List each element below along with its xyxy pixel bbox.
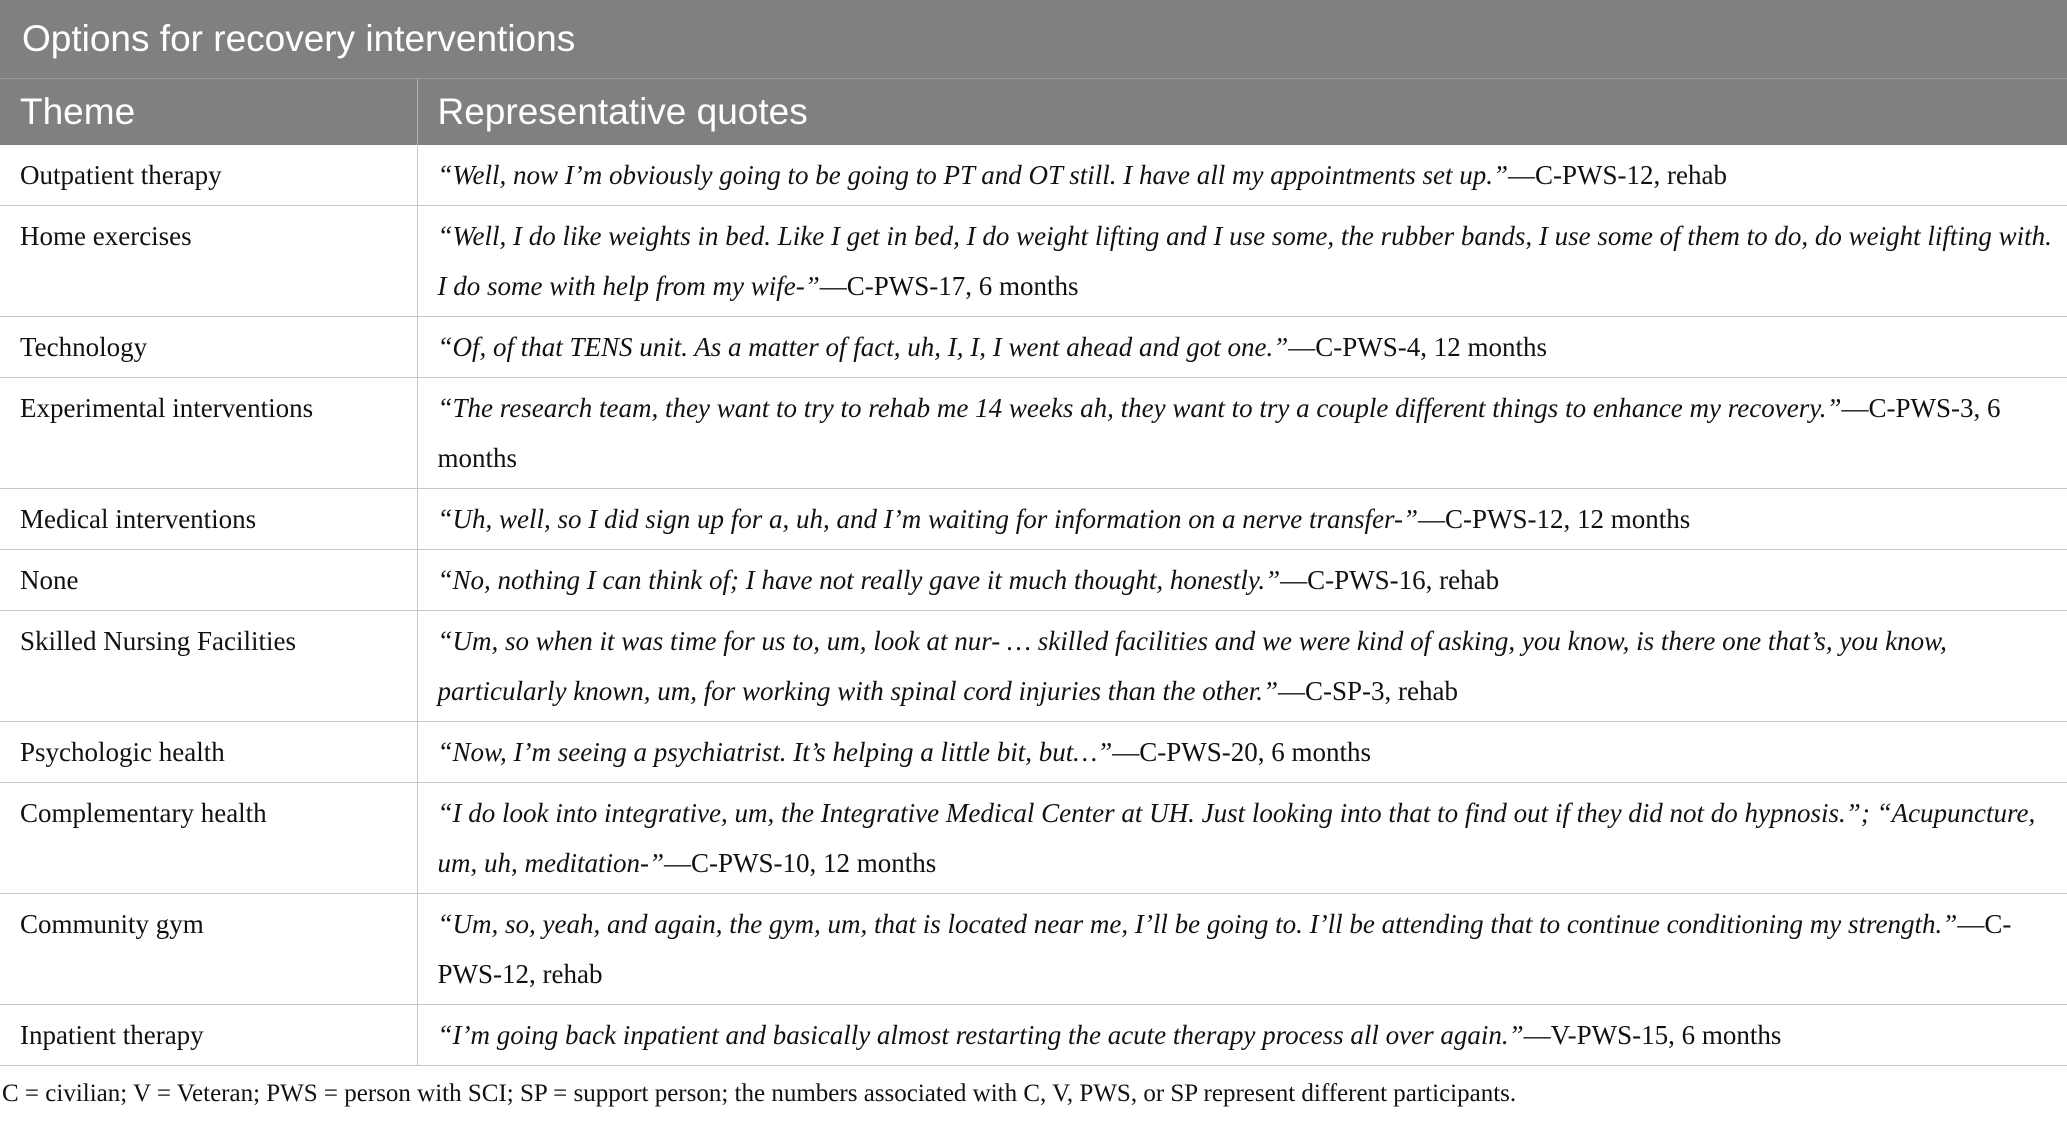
quote-text: “Well, now I’m obviously going to be going to PT and OT still. I have all my appointments set up.” xyxy=(437,160,1508,190)
theme-cell: None xyxy=(0,550,417,611)
quote-source: —C-PWS-20, 6 months xyxy=(1112,737,1372,767)
table-row xyxy=(0,611,2067,722)
quote-cell xyxy=(417,489,2067,550)
quote-text: “Uh, well, so I did sign up for a, uh, and I’m waiting for information on a nerve transfer-” xyxy=(437,504,1418,534)
header-quotes: Representative quotes xyxy=(417,78,2067,145)
quote-cell xyxy=(417,894,2067,1005)
quote-cell xyxy=(417,783,2067,894)
quote-text: “I do look into integrative, um, the Integrative Medical Center at UH. Just looking into that to find out if they did not do hypnosis.”; “Acupuncture, um, uh, meditation-” xyxy=(437,798,2036,878)
quote-cell xyxy=(417,145,2067,206)
table-footnote: C = civilian; V = Veteran; PWS = person with SCI; SP = support person; the numbers associated with C, V, PWS, or SP represent different participants. xyxy=(2,1080,1517,1107)
table-row xyxy=(0,489,2067,550)
quote-cell xyxy=(417,1005,2067,1066)
theme-cell: Psychologic health xyxy=(0,722,417,783)
table-title: Options for recovery interventions xyxy=(0,0,2067,78)
quote-text: “Um, so when it was time for us to, um, look at nur- … skilled facilities and we were kind of asking, you know, is there one that’s, you know, particularly known, um, for working with spinal cord injuries than the other.” xyxy=(437,626,1947,706)
theme-cell: Experimental interventions xyxy=(0,378,417,489)
table-row xyxy=(0,1005,2067,1066)
table-row xyxy=(0,550,2067,611)
theme-cell: Home exercises xyxy=(0,206,417,317)
quote-text: “I’m going back inpatient and basically almost restarting the acute therapy process all over again.” xyxy=(437,1020,1524,1050)
table-row xyxy=(0,783,2067,894)
quote-text: “No, nothing I can think of; I have not really gave it much thought, honestly.” xyxy=(437,565,1281,595)
table-header-row xyxy=(0,78,2067,145)
table-title-row xyxy=(0,0,2067,78)
theme-cell: Medical interventions xyxy=(0,489,417,550)
quote-text: “Now, I’m seeing a psychiatrist. It’s helping a little bit, but…” xyxy=(437,737,1113,767)
quote-source: —C-SP-3, rehab xyxy=(1278,676,1458,706)
theme-cell: Community gym xyxy=(0,894,417,1005)
quote-text: “Well, I do like weights in bed. Like I get in bed, I do weight lifting and I use some, the rubber bands, I use some of them to do, do weight lifting with. I do some with help from my wife-” xyxy=(437,221,2052,301)
quote-source: —C-PWS-12, rehab xyxy=(437,909,2012,989)
quote-cell xyxy=(417,611,2067,722)
quote-source: —C-PWS-17, 6 months xyxy=(819,271,1079,301)
quote-source: —C-PWS-3, 6 months xyxy=(437,393,2001,473)
quote-source: —C-PWS-4, 12 months xyxy=(1288,332,1548,362)
quote-cell xyxy=(417,722,2067,783)
theme-cell: Inpatient therapy xyxy=(0,1005,417,1066)
theme-cell: Complementary health xyxy=(0,783,417,894)
table-row xyxy=(0,145,2067,206)
table-row xyxy=(0,894,2067,1005)
quote-source: —C-PWS-10, 12 months xyxy=(664,848,937,878)
quote-source: —C-PWS-16, rehab xyxy=(1280,565,1500,595)
table-row xyxy=(0,317,2067,378)
quote-cell xyxy=(417,550,2067,611)
quote-text: “The research team, they want to try to rehab me 14 weeks ah, they want to try a couple different things to enhance my recovery.” xyxy=(437,393,1842,423)
table-row xyxy=(0,378,2067,489)
quote-cell xyxy=(417,317,2067,378)
quote-text: “Of, of that TENS unit. As a matter of fact, uh, I, I, I went ahead and got one.” xyxy=(437,332,1289,362)
quote-source: —C-PWS-12, 12 months xyxy=(1417,504,1691,534)
header-theme: Theme xyxy=(0,78,417,145)
quote-source: —C-PWS-12, rehab xyxy=(1507,160,1727,190)
theme-cell: Skilled Nursing Facilities xyxy=(0,611,417,722)
quote-cell xyxy=(417,206,2067,317)
theme-cell: Outpatient therapy xyxy=(0,145,417,206)
theme-cell: Technology xyxy=(0,317,417,378)
quote-text: “Um, so, yeah, and again, the gym, um, that is located near me, I’ll be going to. I’ll be attending that to continue conditioning my strength.” xyxy=(437,909,1958,939)
table-row xyxy=(0,722,2067,783)
quote-source: —V-PWS-15, 6 months xyxy=(1523,1020,1782,1050)
quote-cell xyxy=(417,378,2067,489)
table-row xyxy=(0,206,2067,317)
